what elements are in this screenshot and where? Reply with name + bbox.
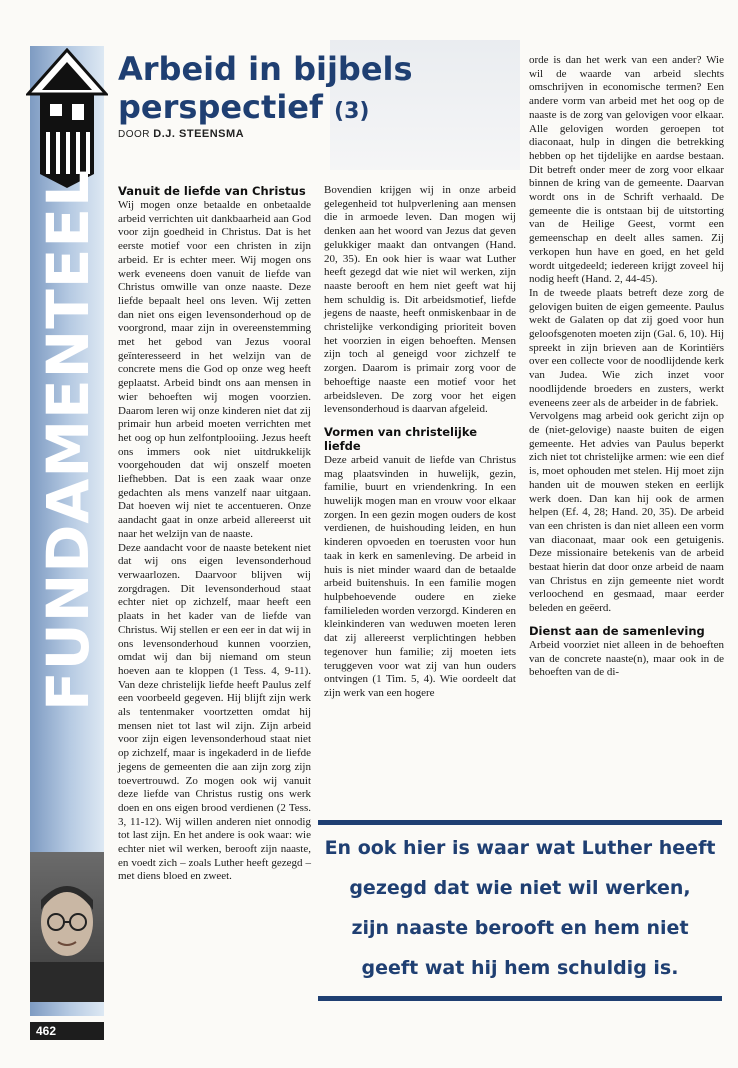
- column-1: [118, 184, 311, 884]
- column-2: [324, 184, 516, 701]
- author-name: D.J. STEENSMA: [153, 128, 245, 140]
- title-line-2: perspectief: [118, 88, 323, 126]
- pull-quote-line: En ook hier is waar wat Luther heeft: [324, 837, 716, 859]
- title-number: (3): [334, 99, 370, 124]
- section-label: FUNDAMENTEEL: [34, 169, 102, 711]
- page-number: 462: [30, 1022, 104, 1040]
- pull-quote-line: gezegd dat wie niet wil werken,: [349, 877, 691, 899]
- paragraph: Bovendien krijgen wij in onze arbeid gelegenheid tot hulpverlening aan mensen die in armoede leven. Dan mogen wij denken aan het woord van Jezus dat geven gelukkiger maakt dan ontvangen (Hand. 20, 35). En ook hier is waar wat Luther heeft gezegd dat wie niet wil werken, zijn naaste berooft en hem niet geeft wat hij hem schuldig is. Dit arbeidsmotief, liefde jegens de naaste, heeft onmiskenbaar in de christelijke verkondiging prioriteit boven het voorzien in eigen behoeften. Mensen zijn toch al geneigd voor zichzelf te zorgen. Daarom is primair zorg voor de behoeftige naaste een motief voor het arbeidsleven. De zorg voor het eigen levensonderhoud is daarvan afgeleid.: [324, 184, 516, 416]
- paragraph: Vervolgens mag arbeid ook gericht zijn op de (niet-gelovige) naaste buiten de eigen gemeente. Het advies van Paulus beperkt zich niet tot christelijke armen: wie een dief is, moet ophouden met stelen. Hij moet zijn handen uit de mouwen steken en eerlijk werk doen. Dan kan hij ook de armen helpen (Ef. 4, 28; Hand. 20, 35). De arbeid van een christen is dan niet alleen een vorm van diaconaat, maar ook een getuigenis. Deze missionaire betekenis van de arbeid bestaat hierin dat door onze arbeid de naam van Christus en zijn gemeente niet wordt verloochend en gesmaad, maar eerder beleden en geëerd.: [529, 410, 724, 615]
- column-3: [529, 54, 724, 680]
- paragraph: Deze aandacht voor de naaste betekent niet dat wij ons eigen levensonderhoud verwaarlozen. Daarvoor blijven wij zorgdragen. Dit levensonderhoud staat echter niet op zichzelf, maar heeft een plaats in het kader van de liefde van Christus. Wij stellen er een eer in dat wij in ons levensonderhoud kunnen voorzien, omdat wij dan bij niemand om steun hoeven aan te kloppen (1 Tess. 4, 9-11). Van deze christelijk liefde heeft Paulus zelf een voorbeeld gegeven. Hij blijft zijn werk als tentenmaker voortzetten omdat hij mensen niet tot last wil zijn. Zijn arbeid voor zijn eigen levensonderhoud staat niet op zichzelf, maar is ingekaderd in de liefde jegens de gemeenten die aan zijn zorg zijn toevertrouwd. Zo mogen ook wij vanuit deze liefde van Christus rustig ons werk doen en ons eigen brood verdienen (2 Tess. 3, 11-12). Wij willen anderen niet onnodig tot last zijn. En het andere is ook waar: wie echter niet wil werken, berooft zijn naaste, en voedt zich – zoals Luther heeft gezegd – met diens bloed en zweet.: [118, 541, 311, 883]
- heading-2: Vormen van christelijke liefde: [324, 424, 477, 453]
- article-title: [118, 50, 413, 131]
- quote-rule-top: [318, 820, 722, 825]
- heading-3: Dienst aan de samenleving: [529, 623, 705, 638]
- paragraph: Deze arbeid vanuit de liefde van Christus mag plaatsvinden in huwelijk, gezin, familie, buurt en vriendenkring. In een huwelijk mogen man en vrouw voor elkaar zorgen. In een gezin mogen ouders de kost verdienen, de huishouding leiden, en hun kinderen opvoeden en toerusten voor hun taak in kerk en samenleving. De arbeid in huis is niet minder waard dan de betaalde arbeid buitenshuis. In een familie mogen hulpbehoevende oudere en zieke familieleden worden verzorgd. Kinderen en kleinkinderen van weduwen moeten leren dat zij allereerst verplichtingen hebben tegenover hun familie; zij moeten iets teruggeven voor wat zij van hun ouders ontvingen (1 Tim. 5, 4). Wie oordeelt dat zijn werk van een hogere: [324, 453, 516, 699]
- paragraph: orde is dan het werk van een ander? Wie wil de waarde van arbeid slechts omschrijven in economische termen? Een andere vorm van arbeid met het oog op de naaste is de zorg van gelovigen voor elkaar. Alle gelovigen worden geroepen tot diaconaat, hulp in dingen die betrekking hebben op het tijdelijke en aardse bestaan. Dit betreft onder meer de zorg voor elkaar binnen de kring van de gemeente. Daarvan wordt ons in de Schrift verhaald. De gemeente die is ontstaan bij de uitstorting van de Heilige Geest, vormt een gemeenschap en deelt alles samen. Zij verkopen hun have en goed, en het geld wordt uitgedeeld; iedereen krijgt zoveel hij nodig heeft (Hand. 2, 44-45).: [529, 54, 724, 286]
- pull-quote: [318, 828, 722, 988]
- author-photo: [30, 852, 104, 1002]
- paragraph: Wij mogen onze betaalde en onbetaalde arbeid verrichten uit dankbaarheid aan God voor zijn goedheid in Christus. Dat is het eerste motief voor een christen in zijn arbeid. Er is echter meer. Wij mogen ons werk eveneens doen vanuit de liefde van Christus omwille van onze naaste. Deze liefde bepaalt heel ons leven. Wij zetten dan niet ons eigen levensonderhoud op de voorgrond, maar zijn in overeenstemming met het gebod van Jezus vooral geïnteresseerd in het welzijn van de concrete mens die God op onze weg heeft geplaatst. Arbeid bindt ons aan mensen in wier behoeften wij mogen voorzien. Daarom leren wij onze kinderen niet dat zij primair hun arbeid moeten verrichten met het oog op hun zelfontplooiing. Jezus heeft ons immers ook niet uitdrukkelijk voorgehouden dat wij onszelf moeten liefhebben. Dat is een zaak waar onze gedachten als mens vanzelf naar uitgaan. Dat hoeven wij niet te accentueren. Onze aandacht gaat in onze arbeid allereerst uit naar het welzijn van de naaste.: [118, 199, 311, 540]
- paragraph: Arbeid voorziet niet alleen in de behoeften van de concrete naaste(n), maar ook in de behoeften van de di-: [529, 638, 724, 679]
- quote-rule-bottom: [318, 996, 722, 1001]
- house-icon: [26, 48, 108, 188]
- byline-prefix: DOOR: [118, 129, 150, 140]
- paragraph: In de tweede plaats betreft deze zorg de gelovigen buiten de eigen gemeente. Paulus wekt de Galaten op dat zij goed voor hun geloofsgenoten moeten zijn (Gal. 6, 10). Hij spreekt in zijn brieven aan de Korintiërs over een collecte voor de noodlijdende kerk van Judea. Wie zich inzet voor noodlijdende broeders en zusters, werkt eveneens zeer als de arbeider in de fabriek.: [529, 286, 724, 409]
- pull-quote-line: zijn naaste berooft en hem niet: [351, 917, 689, 939]
- byline: [118, 128, 244, 140]
- pull-quote-line: geeft wat hij hem schuldig is.: [361, 957, 679, 979]
- heading-1: Vanuit de liefde van Christus: [118, 184, 306, 198]
- title-line-1: Arbeid in bijbels: [118, 50, 413, 88]
